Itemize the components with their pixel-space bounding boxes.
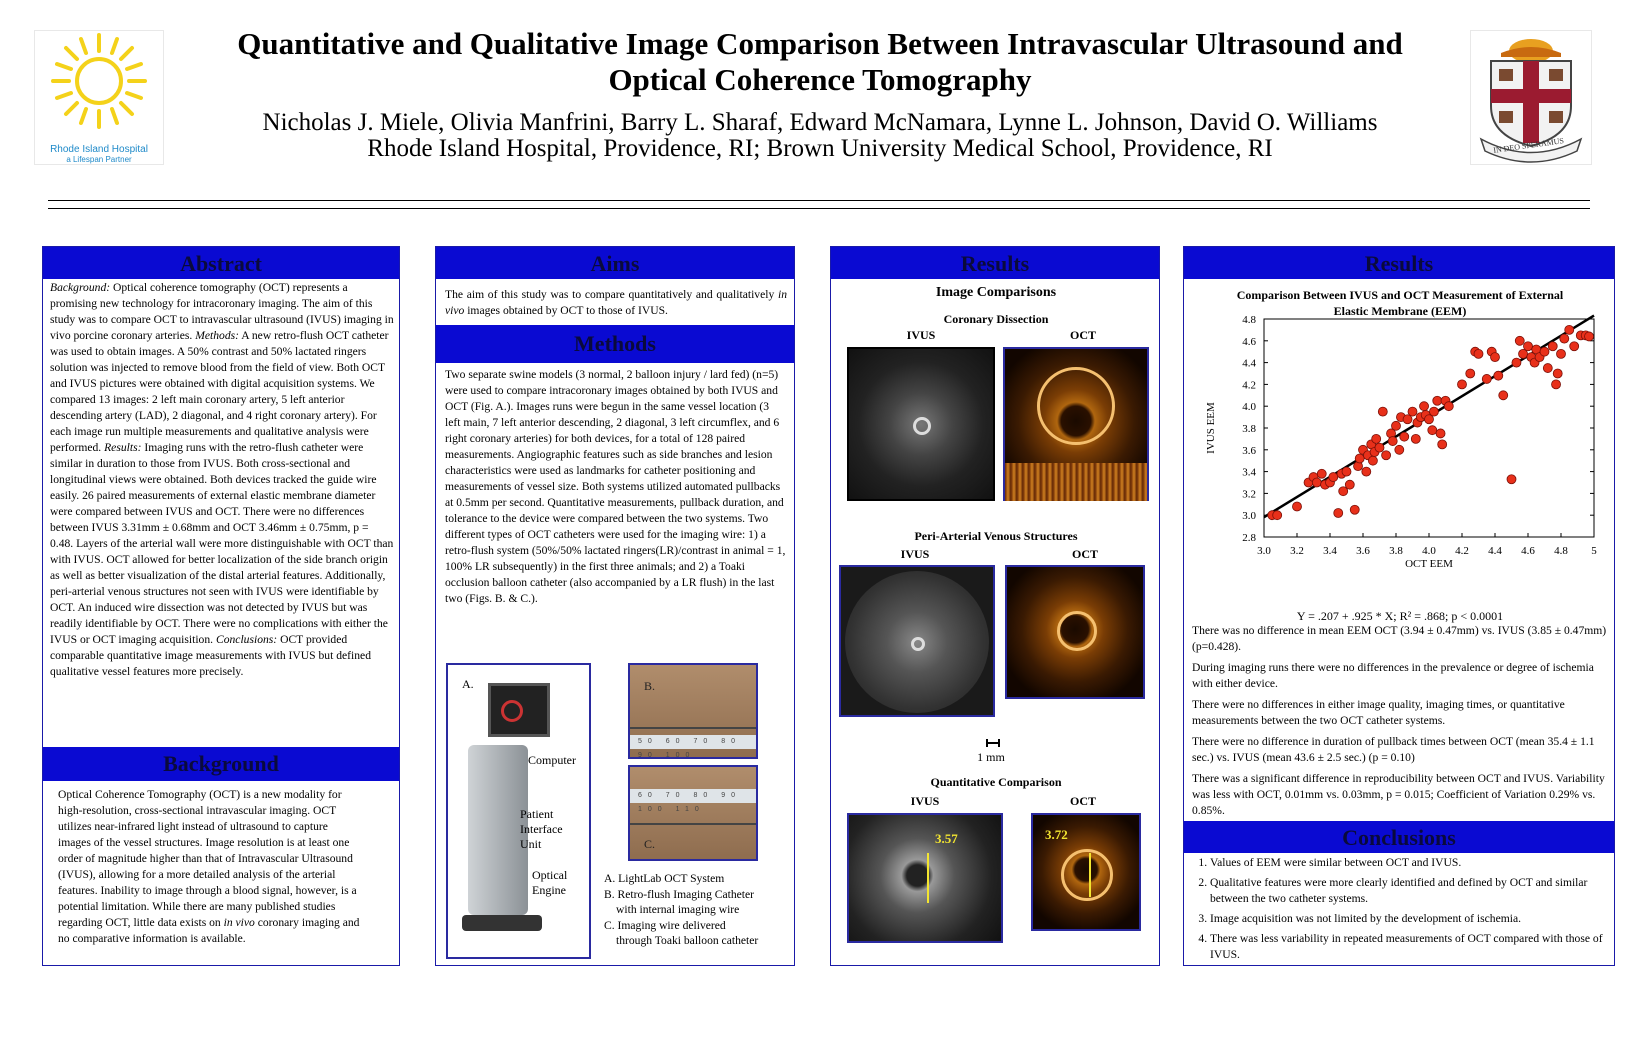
- chart-title: Comparison Between IVUS and OCT Measurement of External Elastic Membrane (EEM): [1236, 288, 1564, 318]
- figure-c-label: C.: [644, 837, 656, 851]
- x-tick-label: 4.8: [1554, 545, 1568, 557]
- abstract-results-label: Results:: [104, 441, 142, 454]
- data-point: [1494, 371, 1503, 380]
- quant-oct-value: 3.72: [1045, 827, 1068, 842]
- data-point: [1438, 440, 1447, 449]
- data-point: [1420, 402, 1429, 411]
- monitor: [488, 683, 550, 737]
- x-tick-label: 3.0: [1257, 545, 1271, 557]
- data-point: [1362, 467, 1371, 476]
- result-1: There was no difference in mean EEM OCT (3.94 ± 0.47mm) vs. IVUS (3.85 ± 0.47mm)(p=0.428).: [1192, 624, 1607, 653]
- data-point: [1355, 454, 1364, 463]
- x-tick-label: 3.2: [1290, 545, 1304, 557]
- x-tick-label: 4.4: [1488, 545, 1502, 557]
- quant-oct-label: OCT: [1069, 794, 1096, 808]
- y-tick-label: 3.6: [1242, 444, 1256, 457]
- data-point: [1540, 347, 1549, 356]
- y-tick-label: 3.4: [1242, 466, 1256, 479]
- aims-heading: Aims: [436, 247, 794, 279]
- results-chart-panel: [1183, 246, 1615, 966]
- data-point: [1466, 369, 1475, 378]
- y-axis-label: IVUS EEM: [1205, 402, 1217, 454]
- data-point: [1392, 421, 1401, 430]
- data-point: [1345, 480, 1354, 489]
- results-heading-1: Results: [831, 247, 1159, 279]
- data-point: [1388, 437, 1397, 446]
- data-point: [1553, 369, 1562, 378]
- aims-italic: in vivo: [445, 288, 787, 317]
- methods-text: Two separate swine models (3 normal, 2 balloon injury / lard fed) (n=5) were used to compare intracoronary images obtained by both IVUS and OCT (Fig. A.). Images runs were begun in the same vessel location (3 left main, 7 left anterior descending, 2 diagonal, 3 left circumflex, and 6 right coronary arteries) for both devices, for a total of 128 paired measurements. Angiographic features such as side branches and lesion characteristics were used as landmarks for catheter positioning and measurements of vessel size. Both systems utilized automated pullbacks at 0.5mm per second. Quantitative measurements, pullback duration, and tolerance to the device were compared between the two systems. Two different types of OCT catheters were used for the imaging wire: 1) a retro-flush system (50%/50% lactated ringers(LR)/contrast in animal = 1, 100% LR subsequently) in the first three animals; and 2) a Toaki occlusion balloon catheter (also accompanied by a LR flush) in the last two (Figs. B. & C.).: [445, 368, 786, 605]
- data-point: [1378, 407, 1387, 416]
- venous-ivus-image: [839, 565, 995, 717]
- data-point: [1293, 502, 1302, 511]
- y-tick-label: 4.4: [1242, 357, 1256, 370]
- y-tick-label: 4.0: [1242, 401, 1256, 414]
- result-2: During imaging runs there were no differences in the prevalence or degree of ischemia with either device.: [1192, 661, 1594, 690]
- x-axis-label: OCT EEM: [1405, 558, 1453, 570]
- x-tick-label: 4.0: [1422, 545, 1436, 557]
- data-point: [1368, 456, 1377, 465]
- y-tick-label: 3.2: [1242, 488, 1256, 501]
- authors: [185, 110, 1455, 162]
- aims-text: [445, 287, 787, 319]
- data-point: [1312, 478, 1321, 487]
- data-point: [1552, 380, 1561, 389]
- abstract-conclusions-label: Conclusions:: [215, 633, 278, 646]
- data-point: [1395, 445, 1404, 454]
- background-heading: Background: [43, 747, 399, 781]
- y-tick-label: 3.8: [1242, 423, 1256, 435]
- seal-motto: IN DEO SPERAMUS: [1492, 136, 1565, 155]
- data-point: [1408, 407, 1417, 416]
- dissection-ivus-image: [847, 347, 995, 501]
- data-point: [1400, 432, 1409, 441]
- data-point: [1444, 402, 1453, 411]
- cart-body: [468, 745, 528, 915]
- label-engine: Optical Engine: [532, 868, 568, 897]
- quant-ivus-value: 3.57: [935, 831, 958, 846]
- ruler-b: 50 60 70 80 90 100: [630, 735, 756, 749]
- abstract-results: Imaging runs with the retro-flush catheter were similar in duration to those from IVUS. Both cross-sectional and longitudinal views were obtained. Both devices tracked the guide wire easily. 26 paired measurements of external elastic membrane diameter were compared between IVUS and OCT. There were no differences between IVUS 3.31mm ± 0.68mm and OCT 3.46mm ± 0.75mm, p = 0.48. Layers of the arterial wall were more distinguishable with OCT than with IVUS. OCT allowed for better localization of the side branch origin as well as better visualization of the distal arterial features. Additionally, peri-arterial venous structures not seen with IVUS were identifiable by OCT. An induced wire dissection was not detected by IVUS but was readily identifiable by OCT. There were no complications with either the IVUS or OCT imaging acquisition.: [50, 441, 394, 646]
- figure-b-catheter: [628, 663, 758, 759]
- y-tick-label: 4.6: [1242, 335, 1256, 348]
- legend-c2: through Toaki balloon catheter: [616, 934, 759, 947]
- y-tick-label: 4.8: [1242, 314, 1256, 326]
- legend-a: A. LightLab OCT System: [604, 872, 725, 885]
- data-point: [1474, 349, 1483, 358]
- venous-oct-image: [1005, 565, 1145, 699]
- data-point: [1429, 407, 1438, 416]
- quant-oct-image: [1031, 813, 1141, 931]
- legend-b2: with internal imaging wire: [616, 903, 740, 916]
- university-seal: [1470, 30, 1592, 165]
- x-tick-label: 5: [1591, 545, 1597, 557]
- hospital-logo-name: Rhode Island Hospital: [50, 144, 148, 155]
- legend-b1: B. Retro-flush Imaging Catheter: [604, 887, 755, 901]
- data-point: [1482, 374, 1491, 383]
- x-tick-label: 4.6: [1521, 545, 1535, 557]
- figure-a-oct-system: [446, 663, 591, 959]
- data-point: [1491, 353, 1500, 362]
- abstract-conclusions: OCT provided comparable quantitative image measurements with IVUS but defined qualitative vessel features more precisely.: [50, 633, 371, 678]
- data-point: [1570, 342, 1579, 351]
- conclusion-item: 4. There was less variability in repeated measurements of OCT compared with those of IVUS.: [1210, 931, 1608, 963]
- quant-ivus-image: [847, 813, 1003, 943]
- conclusions-text: [1188, 855, 1608, 963]
- x-tick-label: 4.2: [1455, 545, 1469, 557]
- data-point: [1372, 434, 1381, 443]
- conclusion-item: 2. Qualitative features were more clearly identified and defined by OCT and similar between the two catheter systems.: [1210, 875, 1608, 907]
- results-images-panel: [830, 246, 1160, 966]
- abstract-background: Optical coherence tomography (OCT) represents a promising new technology for intracoronary imaging. The aim of this study was to compare OCT to intravascular ultrasound (IVUS) imaging in vivo porcine coronary arteries.: [50, 281, 394, 342]
- hospital-logo: [34, 30, 164, 165]
- data-point: [1433, 396, 1442, 405]
- figure-a-label: A.: [462, 677, 474, 691]
- data-point: [1507, 475, 1516, 484]
- background-italic: in vivo: [223, 916, 255, 929]
- figure-c-wire: [628, 765, 758, 861]
- affiliation: Rhode Island Hospital, Providence, RI; Brown University Medical School, Providence, RI: [367, 135, 1273, 162]
- label-piu: Patient Interface Unit: [520, 807, 563, 851]
- data-point: [1585, 332, 1594, 341]
- dissection-title: Coronary Dissection: [943, 312, 1049, 326]
- figure-legend: [604, 871, 794, 949]
- legend-c1: C. Imaging wire delivered: [604, 918, 726, 932]
- data-point: [1543, 364, 1552, 373]
- background-text: [58, 787, 363, 947]
- data-point: [1436, 429, 1445, 438]
- conclusion-item: 3. Image acquisition was not limited by the development of ischemia.: [1210, 911, 1608, 927]
- dissection-ivus-label: IVUS: [906, 328, 936, 342]
- data-point: [1350, 505, 1359, 514]
- abstract-panel: [42, 246, 400, 966]
- venous-ivus-label: IVUS: [900, 547, 930, 561]
- x-tick-label: 3.4: [1323, 545, 1337, 557]
- aims-body: The aim of this study was to compare quantitatively and qualitatively: [445, 288, 775, 301]
- conclusion-item: 1. Values of EEM were similar between OCT and IVUS.: [1210, 855, 1608, 871]
- divider-bottom: [48, 208, 1590, 209]
- data-point: [1329, 473, 1338, 482]
- figure-b-label: B.: [644, 679, 656, 693]
- y-tick-label: 3.0: [1242, 510, 1256, 523]
- result-4: There were no difference in duration of pullback times between OCT (mean 35.4 ± 1.1 sec.) vs. IVUS (mean 43.6 ± 2.5 sec.) (p = 0.10): [1192, 735, 1595, 764]
- eem-scatter-chart: [1184, 314, 1616, 570]
- data-point: [1411, 434, 1420, 443]
- data-point: [1524, 342, 1533, 351]
- x-tick-label: 3.8: [1389, 545, 1403, 557]
- y-tick-label: 2.8: [1242, 532, 1256, 544]
- venous-oct-label: OCT: [1071, 547, 1098, 561]
- conclusions-list: [1188, 855, 1608, 963]
- aims-methods-panel: [435, 246, 795, 966]
- regression-equation: Y = .207 + .925 * X; R² = .868; p < 0.0001: [1296, 609, 1504, 623]
- author-list: Nicholas J. Miele, Olivia Manfrini, Barry L. Sharaf, Edward McNamara, Lynne L. Johnson, David O. Williams: [262, 109, 1378, 136]
- conclusions-heading: Conclusions: [1184, 821, 1614, 853]
- data-point: [1560, 334, 1569, 343]
- divider-top: [48, 200, 1590, 201]
- data-point: [1565, 325, 1574, 334]
- data-point: [1548, 342, 1557, 351]
- result-5: There was a significant difference in reproducibility between OCT and IVUS. Variability was less with OCT, 0.01mm vs. 0.03mm, p = 0.015; Coefficient of Variation 0.29% vs. 0.85%.: [1192, 772, 1605, 817]
- y-tick-label: 4.2: [1242, 379, 1256, 392]
- data-point: [1557, 349, 1566, 358]
- abstract-methods: A new retro-flush OCT catheter was used to obtain images. A 50% contrast and 50% lactated ringers solution was injected to remove blood from the field of view. Both OCT and IVUS pictures were obtained with digital acquisition systems. We compared 13 images: 2 left main coronary artery, 5 left anterior descending artery (LAD), 2 diagonal, and 4 right coronary artery). For each image run multiple measurements and qualitative analysis were performed.: [50, 329, 389, 454]
- data-point: [1273, 511, 1282, 520]
- abstract-heading: Abstract: [43, 247, 399, 279]
- data-point: [1334, 509, 1343, 518]
- data-point: [1382, 451, 1391, 460]
- poster-title: Quantitative and Qualitative Image Comparison Between Intravascular Ultrasound and Optical Coherence Tomography: [237, 26, 1403, 97]
- label-computer: Computer: [528, 753, 576, 767]
- data-point: [1342, 467, 1351, 476]
- data-point: [1512, 358, 1521, 367]
- results-heading-2: Results: [1184, 247, 1614, 279]
- methods-heading: Methods: [436, 325, 794, 363]
- abstract-text: [50, 280, 394, 680]
- background-end: coronary imaging and no comparative information is available.: [58, 916, 360, 945]
- dissection-oct-image: [1003, 347, 1149, 501]
- scale-bar-label: 1 mm: [977, 750, 1005, 764]
- results-text: [1192, 623, 1608, 819]
- image-comparisons-title: Image Comparisons: [935, 285, 1057, 300]
- data-point: [1428, 426, 1437, 435]
- abstract-methods-label: Methods:: [195, 329, 239, 342]
- sun-icon: [35, 31, 163, 141]
- cart-base: [462, 915, 542, 931]
- result-3: There were no differences in either image quality, imaging times, or quantitative measurements between the two OCT catheter systems.: [1192, 698, 1565, 727]
- data-point: [1317, 469, 1326, 478]
- data-point: [1515, 336, 1524, 345]
- background-body: Optical Coherence Tomography (OCT) is a new modality for high-resolution, cross-sectional intravascular imaging. OCT utilizes near-infrared light instead of ultrasound to capture images of the vessel structures. Image resolution is at least one order of magnitude higher than that of Intravascular Ultrasound (IVUS), allowing for a more detailed analysis of the arterial features. Inability to image through a blood signal, however, is a potential limitation. While there are many published studies regarding OCT, little data exists on: [58, 788, 357, 929]
- data-point: [1458, 380, 1467, 389]
- scale-bar-icon: [986, 739, 1000, 747]
- aims-end: images obtained by OCT to those of IVUS.: [464, 304, 668, 317]
- abstract-background-label: Background:: [50, 281, 111, 294]
- quantitative-title: Quantitative Comparison: [930, 775, 1062, 789]
- dissection-oct-label: OCT: [1069, 328, 1096, 342]
- data-point: [1375, 443, 1384, 452]
- venous-title: Peri-Arterial Venous Structures: [914, 529, 1078, 543]
- ruler-c: 60 70 80 90 100 110: [630, 789, 756, 803]
- hospital-logo-sub: a Lifespan Partner: [66, 155, 132, 164]
- data-point: [1499, 391, 1508, 400]
- x-tick-label: 3.6: [1356, 545, 1370, 557]
- quant-ivus-label: IVUS: [910, 794, 940, 808]
